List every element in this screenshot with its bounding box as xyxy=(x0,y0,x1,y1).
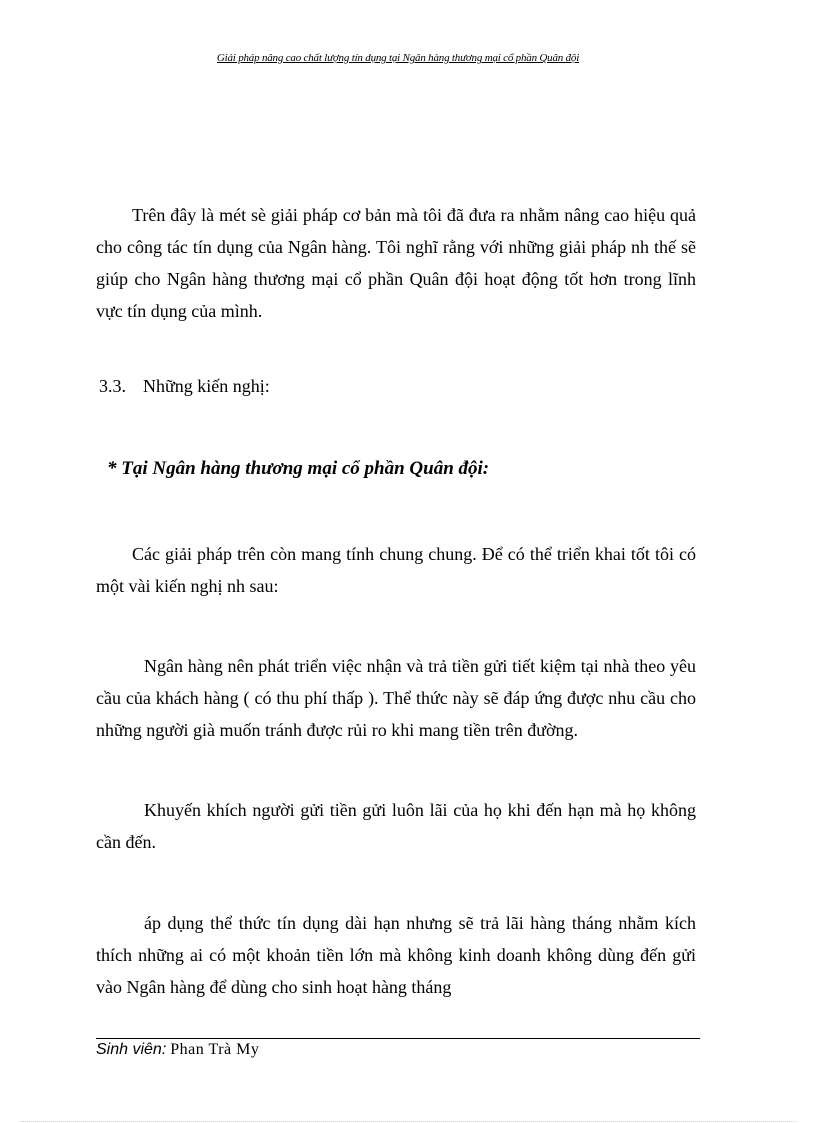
section-heading xyxy=(99,376,270,397)
paragraph-intro: Trên đây là mét sè giải pháp cơ bản mà tôi đã đưa ra nhằm nâng cao hiệu quả cho công tác tín dụng của Ngân hàng. Tôi nghĩ rằng với những giải pháp nh thế sẽ giúp cho Ngân hàng thương mại cổ phần Quân đội hoạt động tốt hơn trong lĩnh vực tín dụng của mình. xyxy=(96,205,696,321)
page-edge-divider xyxy=(20,1121,796,1122)
student-name: Phan Trà My xyxy=(170,1041,260,1058)
section-number: 3.3. xyxy=(99,376,126,396)
subsection-heading: * Tại Ngân hàng thương mại cổ phần Quân đội: xyxy=(107,458,490,479)
footer-label: Sinh viên: xyxy=(96,1041,167,1058)
footer xyxy=(96,1041,259,1059)
running-header: Giải pháp nâng cao chất lượng tín dụng tại Ngân hàng thương mại cổ phần Quân đội xyxy=(216,52,580,64)
footer-divider xyxy=(96,1038,700,1039)
paragraph-recommendation-2: Khuyến khích người gửi tiền gửi luôn lãi của họ khi đến hạn mà họ không cần đến. xyxy=(96,800,696,852)
section-title: Những kiến nghị: xyxy=(143,376,270,396)
paragraph-recommendation-1: Ngân hàng nên phát triển việc nhận và trả tiền gửi tiết kiệm tại nhà theo yêu cầu của khách hàng ( có thu phí thấp ). Thể thức này sẽ đáp ứng được nhu cầu cho những người già muốn tránh được rủi ro khi mang tiền trên đường. xyxy=(96,656,696,740)
paragraph-recommendation-3: áp dụng thể thức tín dụng dài hạn nhưng sẽ trả lãi hàng tháng nhằm kích thích những ai có một khoản tiền lớn mà không kinh doanh không dùng đến gửi vào Ngân hàng để dùng cho sinh hoạt hàng tháng xyxy=(96,913,696,997)
paragraph-general: Các giải pháp trên còn mang tính chung chung. Để có thể triển khai tốt tôi có một vài kiến nghị nh sau: xyxy=(96,544,696,596)
